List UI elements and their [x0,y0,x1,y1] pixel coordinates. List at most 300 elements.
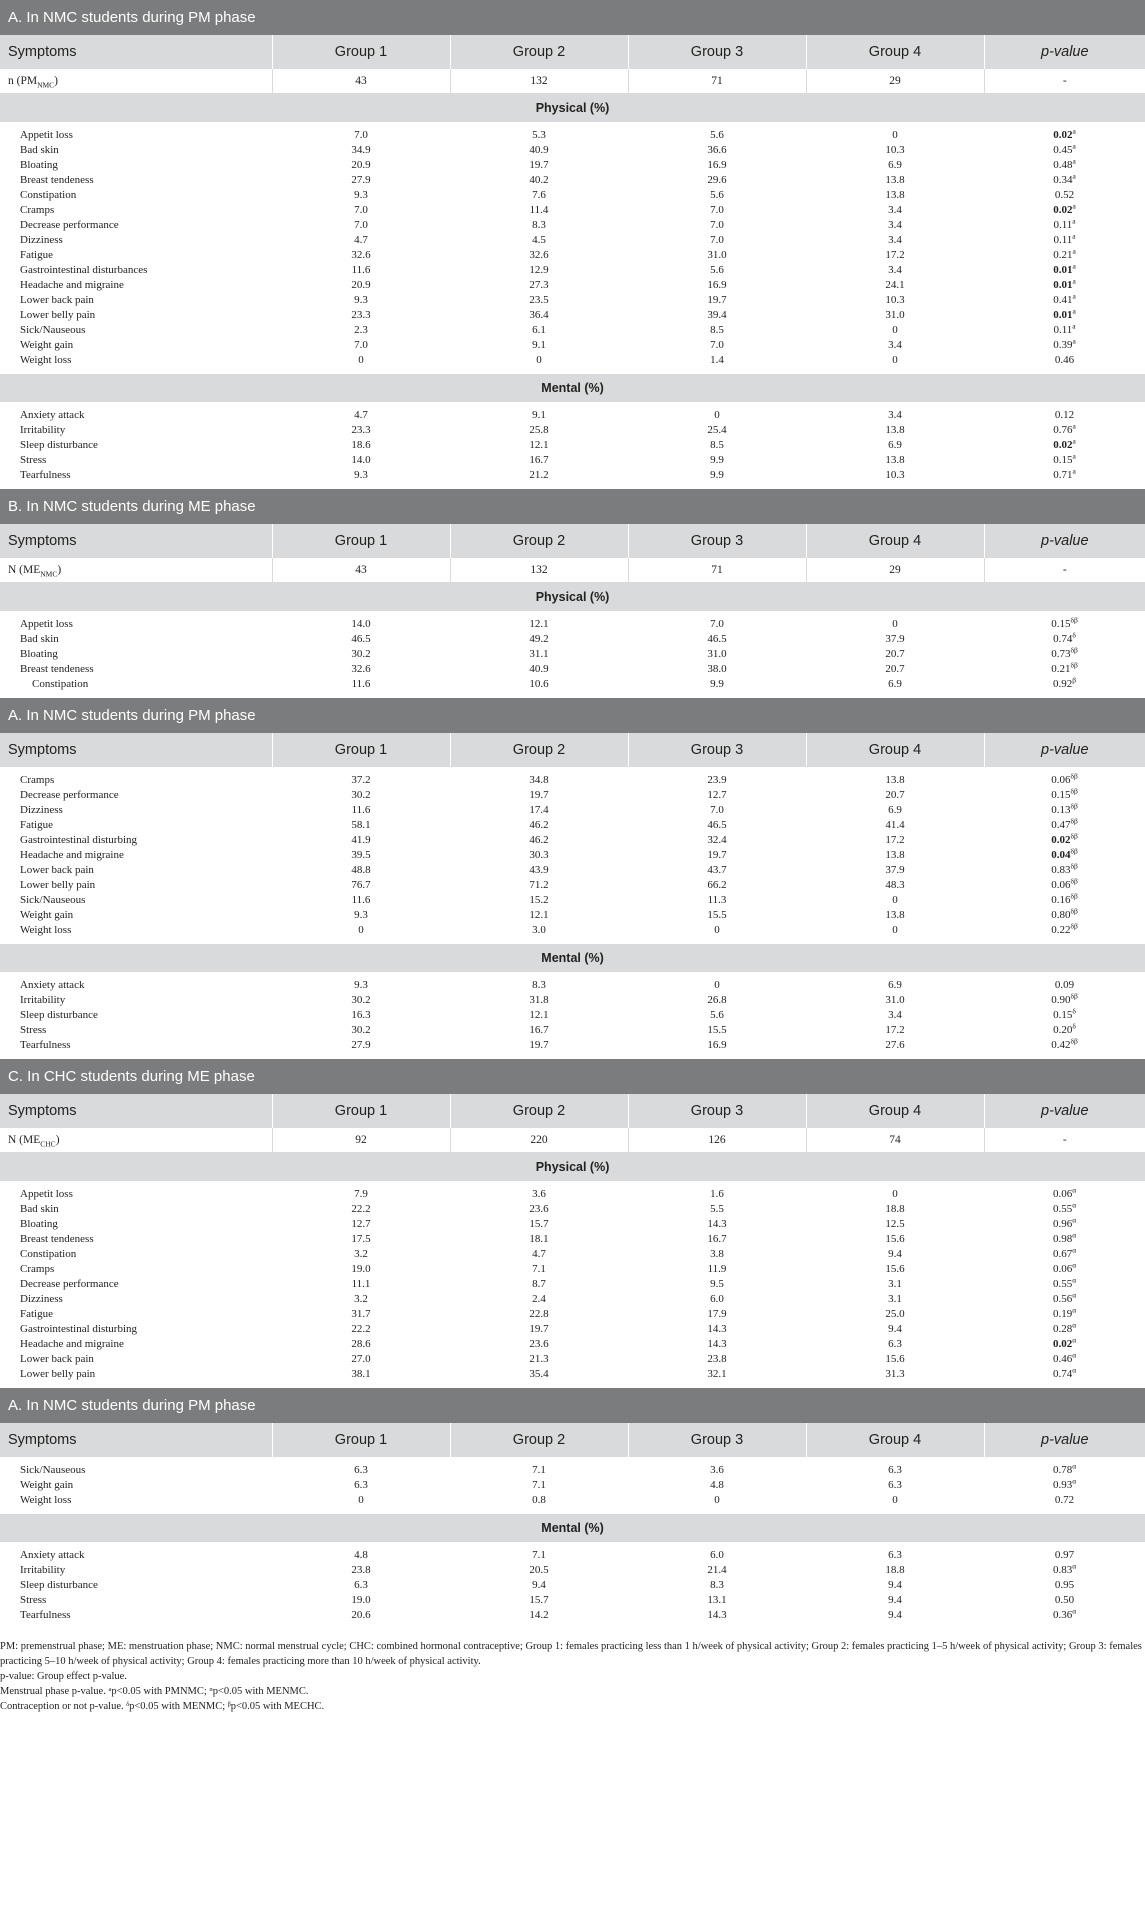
table-row [0,1493,1145,1508]
footnote: PM: premenstrual phase; ME: menstruation phase; NMC: normal menstrual cycle; CHC: combined hormonal contraceptive; Group 1: females practicing less than 1 h/week of physical activity; Group 2: females practicing 1–5 h/week of physical activity; Group 3: females practicing 5–10 h/week of physical activity; Group 4: females practicing more than 10 h/week of physical activity. [0,1641,1142,1667]
table-row [0,632,1145,647]
n-label: N (ME [8,1134,41,1146]
group-value: 9.4 [888,1323,902,1335]
group-value: 9.3 [354,909,368,921]
sample-size-value: 92 [272,1128,450,1153]
group-value: 3.0 [532,924,546,936]
p-value-mark: δβ [1070,645,1078,655]
table-row [0,1202,1145,1217]
p-value: 0.67 [1052,1248,1073,1260]
table-row [0,662,1145,677]
table-row [0,323,1145,338]
table-row [0,1352,1145,1367]
group-value: 8.7 [532,1278,546,1290]
group-value: 19.0 [351,1594,371,1606]
group-value: 23.3 [351,309,371,321]
sample-size-value: 43 [272,69,450,94]
group-value: 36.4 [529,309,549,321]
footnote: Menstrual phase p-value. ᵃp<0.05 with PMNMC; ᵅp<0.05 with MENMC. [0,1686,309,1697]
group-value: 1.6 [710,1188,724,1200]
p-value-cell [984,1292,1145,1307]
symptom-label: Stress [20,454,47,466]
p-value: 0.50 [1054,1594,1075,1606]
p-value: 0.45 [1053,144,1073,156]
symptom-label: Stress [20,1594,47,1606]
p-value-mark: a [1072,306,1076,316]
group-value: 4.7 [354,234,368,246]
symptom-label: Cramps [20,774,55,786]
group-value: 6.3 [888,1549,902,1561]
group-value: 40.2 [529,174,549,186]
group-value: 17.9 [707,1308,727,1320]
table-row [0,1307,1145,1322]
p-value-cell [984,1322,1145,1337]
group-value: 15.2 [529,894,549,906]
group-value: 0 [892,129,898,141]
p-value: 0.93 [1052,1479,1073,1491]
table-row [0,1548,1145,1563]
group-value: 15.5 [707,909,727,921]
group-value: 8.3 [532,979,546,991]
group-value: 7.0 [354,129,368,141]
p-value-mark: δ [1072,1006,1076,1016]
group-value: 13.8 [885,454,905,466]
symptom-label: Irritability [20,424,66,436]
group-value: 0 [892,1188,898,1200]
section-title-row [0,0,1145,35]
group-value: 9.3 [354,294,368,306]
group-value: 9.4 [888,1594,902,1606]
footnote: p-value: Group effect p-value. [0,1671,127,1682]
table-row [0,863,1145,878]
group-value: 17.5 [351,1233,371,1245]
group-value: 0 [892,924,898,936]
p-value: 0.56 [1052,1293,1073,1305]
group-value: 0 [714,1494,720,1506]
group-value: 23.6 [529,1338,549,1350]
category-row [0,374,1145,402]
p-value: 0.06 [1052,1263,1073,1275]
table-row [0,263,1145,278]
symptoms-header: Symptoms [0,733,272,767]
p-value: 0.11 [1053,219,1073,231]
p-value-cell [984,353,1145,368]
group-value: 17.2 [885,1024,905,1036]
group-value: 46.5 [351,633,371,645]
group-value: 20.5 [529,1564,549,1576]
sample-size-value: 132 [450,558,628,583]
symptom-label: Weight loss [20,354,72,366]
group-value: 5.6 [710,189,724,201]
p-value-mark: α [1072,1305,1077,1315]
group-value: 31.0 [707,648,727,660]
p-value-cell [984,1352,1145,1367]
group-value: 20.9 [351,159,371,171]
group-value: 12.9 [529,264,549,276]
table-row [0,278,1145,293]
symptom-label: Bad skin [20,144,59,156]
header-row [0,1094,1145,1128]
group-value: 16.7 [707,1233,727,1245]
p-value-cell [984,438,1145,453]
symptom-label: Gastrointestinal disturbances [20,264,148,276]
p-value: 0.02 [1053,439,1073,451]
symptom-label: Bloating [20,648,58,660]
symptoms-header: Symptoms [0,1094,272,1128]
group-value: 30.2 [351,994,371,1006]
p-value-mark: α [1072,1320,1077,1330]
group-value: 8.3 [710,1579,724,1591]
table-row [0,1262,1145,1277]
p-value: 0.90 [1051,994,1071,1006]
p-value-mark: δβ [1070,801,1078,811]
p-value: 0.42 [1051,1039,1071,1051]
p-value: 0.02 [1053,204,1073,216]
p-value-cell [984,1247,1145,1262]
group-value: 19.7 [707,294,727,306]
symptom-label: Weight gain [20,1479,74,1491]
p-value: 0.47 [1051,819,1071,831]
symptom-label: Lower belly pain [20,879,96,891]
group-value: 12.1 [529,1009,549,1021]
group-value: 7.0 [354,219,368,231]
group-value: 3.4 [888,219,902,231]
group-value: 39.5 [351,849,371,861]
group-value: 25.0 [885,1308,905,1320]
p-value-cell [984,893,1145,908]
group-value: 18.1 [529,1233,549,1245]
p-value-cell [984,993,1145,1008]
symptom-label: Gastrointestinal disturbing [20,1323,138,1335]
group-value: 9.9 [710,469,724,481]
table-row [0,908,1145,923]
symptom-label: Decrease performance [20,1278,119,1290]
group-value: 0 [358,1494,364,1506]
group-value: 32.4 [707,834,727,846]
group-header: Group 3 [628,733,806,767]
group-value: 0 [892,1494,898,1506]
p-value-cell [984,203,1145,218]
group-value: 6.9 [888,159,902,171]
symptom-label: Constipation [20,1248,77,1260]
group-value: 13.8 [885,909,905,921]
p-value-cell [984,1232,1145,1247]
table-row [0,308,1145,323]
p-value: 0.52 [1054,189,1075,201]
group-value: 23.6 [529,1203,549,1215]
p-value: 0.48 [1053,159,1073,171]
p-value-cell [984,158,1145,173]
group-value: 4.8 [710,1479,724,1491]
p-value-mark: a [1072,246,1076,256]
table-row [0,1593,1145,1608]
symptom-label: Irritability [20,1564,66,1576]
section-title-row [0,1388,1145,1423]
p-value-cell [984,1008,1145,1023]
p-value-cell [984,423,1145,438]
symptom-label: Lower belly pain [20,1368,96,1380]
sample-size-label [0,1128,272,1153]
group-value: 11.9 [707,1263,727,1275]
group-value: 15.6 [885,1233,905,1245]
group-value: 15.7 [529,1594,549,1606]
symptom-label: Tearfulness [20,469,71,481]
group-value: 18.6 [351,439,371,451]
group-header: Group 2 [450,1094,628,1128]
group-value: 7.1 [532,1263,546,1275]
group-value: 11.3 [707,894,727,906]
group-value: 27.6 [885,1039,905,1051]
p-value: 0.15 [1051,618,1071,630]
p-value: 0.39 [1053,339,1073,351]
group-value: 41.9 [351,834,371,846]
table-row [0,438,1145,453]
p-value-mark: α [1072,1245,1077,1255]
symptom-label: Sleep disturbance [20,439,98,451]
p-value: 0.09 [1054,979,1075,991]
table-row [0,1292,1145,1307]
p-value: 0.80 [1051,909,1071,921]
group-value: 0 [714,409,720,421]
group-value: 19.7 [529,159,549,171]
p-value-cell [984,248,1145,263]
table-row [0,1277,1145,1292]
group-value: 11.1 [351,1278,371,1290]
p-value-cell [984,803,1145,818]
group-value: 31.0 [707,249,727,261]
table-row [0,647,1145,662]
group-value: 10.3 [885,469,905,481]
group-value: 4.7 [532,1248,546,1260]
group-value: 3.2 [354,1293,368,1305]
symptom-label: Sick/Nauseous [20,324,86,336]
p-value: 0.15 [1053,454,1073,466]
category-row [0,944,1145,972]
symptom-label: Appetit loss [20,618,73,630]
group-value: 0.8 [532,1494,546,1506]
p-value-header: p-value [984,733,1145,767]
p-value-cell [984,632,1145,647]
table-row [0,233,1145,248]
p-value: 0.55 [1052,1203,1073,1215]
p-value-cell [984,233,1145,248]
p-value-mark: δβ [1070,861,1078,871]
category-row [0,94,1145,123]
symptom-label: Sleep disturbance [20,1579,98,1591]
group-value: 2.4 [532,1293,546,1305]
p-value: 0.01 [1053,309,1073,321]
p-value: 0.41 [1053,294,1073,306]
table-row [0,1247,1145,1262]
table-row [0,1563,1145,1578]
group-header: Group 2 [450,35,628,69]
group-value: 19.7 [529,789,549,801]
category-row [0,583,1145,612]
symptom-label: Anxiety attack [20,1549,85,1561]
p-value: 0.96 [1052,1218,1073,1230]
table-block [0,698,1145,1059]
p-value-mark: δ [1072,630,1076,640]
group-value: 38.1 [351,1368,371,1380]
p-value: 0.28 [1052,1323,1073,1335]
group-value: 25.8 [529,424,549,436]
table-row [0,1023,1145,1038]
p-value-header: p-value [984,524,1145,558]
group-header: Group 1 [272,1094,450,1128]
p-value: 0.36 [1052,1609,1073,1621]
symptom-label: Tearfulness [20,1609,71,1621]
group-header: Group 1 [272,1423,450,1457]
group-value: 31.0 [885,309,905,321]
table-row [0,1322,1145,1337]
symptom-label: Lower back pain [20,1353,94,1365]
p-value-mark: a [1072,141,1076,151]
group-value: 6.3 [888,1479,902,1491]
group-value: 7.9 [354,1188,368,1200]
group-value: 23.9 [707,774,727,786]
group-value: 0 [892,324,898,336]
group-value: 6.3 [354,1579,368,1591]
group-value: 6.3 [354,1479,368,1491]
p-value-cell [984,908,1145,923]
group-value: 43.7 [707,864,727,876]
p-value: 0.15 [1053,1009,1073,1021]
table-row [0,893,1145,908]
group-value: 0 [892,894,898,906]
category-label: Physical (%) [0,583,1145,612]
group-header: Group 3 [628,1423,806,1457]
group-value: 37.9 [885,864,905,876]
p-value: 0.76 [1053,424,1073,436]
section-title: A. In NMC students during PM phase [0,698,1145,733]
p-value-mark: α [1072,1461,1077,1471]
group-value: 38.0 [707,663,727,675]
table-row [0,617,1145,632]
table-row [0,453,1145,468]
p-value: 0.97 [1054,1549,1075,1561]
symptom-label: Anxiety attack [20,409,85,421]
group-value: 16.7 [529,1024,549,1036]
group-value: 23.8 [707,1353,727,1365]
group-value: 17.4 [529,804,549,816]
group-value: 27.9 [351,174,371,186]
p-value-mark: δβ [1070,786,1078,796]
symptom-label: Anxiety attack [20,979,85,991]
p-value-mark: α [1072,1335,1077,1345]
p-value-header: p-value [984,35,1145,69]
group-value: 20.7 [885,663,905,675]
group-value: 41.4 [885,819,905,831]
group-value: 31.3 [885,1368,905,1380]
p-value-mark: α [1072,1561,1077,1571]
p-value-mark: a [1072,216,1076,226]
sample-size-value: 43 [272,558,450,583]
sample-size-value: - [984,69,1145,94]
group-header: Group 4 [806,733,984,767]
category-label: Physical (%) [0,1153,1145,1182]
group-value: 6.3 [888,1338,902,1350]
group-value: 48.3 [885,879,905,891]
table-row [0,1608,1145,1623]
section-title: A. In NMC students during PM phase [0,0,1145,35]
group-value: 48.8 [351,864,371,876]
group-value: 3.1 [888,1278,902,1290]
sample-size-value: 132 [450,69,628,94]
p-value: 0.01 [1053,279,1073,291]
p-value: 0.06 [1052,1188,1073,1200]
p-value-mark: δβ [1070,906,1078,916]
n-close: ) [54,75,59,87]
group-value: 3.1 [888,1293,902,1305]
p-value-mark: α [1072,1476,1077,1486]
p-value-mark: a [1072,156,1076,166]
group-value: 7.0 [710,804,724,816]
group-value: 21.4 [707,1564,727,1576]
sample-size-value: - [984,1128,1145,1153]
p-value-cell [984,1202,1145,1217]
p-value: 0.92 [1052,678,1073,690]
group-value: 12.7 [351,1218,371,1230]
p-value-cell [984,788,1145,803]
table-row [0,788,1145,803]
group-value: 23.8 [351,1564,371,1576]
p-value-mark: β [1072,675,1077,685]
category-label: Mental (%) [0,1514,1145,1542]
group-value: 2.3 [354,324,368,336]
p-value-mark: δβ [1070,1036,1078,1046]
p-value: 0.06 [1051,879,1071,891]
p-value-cell [984,468,1145,483]
group-value: 14.2 [529,1609,549,1621]
group-value: 11.6 [351,894,371,906]
group-value: 7.0 [710,204,724,216]
group-header: Group 2 [450,524,628,558]
group-value: 12.1 [529,909,549,921]
group-value: 3.4 [888,1009,902,1021]
symptom-label: Appetit loss [20,1188,73,1200]
symptom-label: Headache and migraine [20,279,124,291]
group-value: 32.6 [351,249,371,261]
n-close: ) [55,1134,60,1146]
group-value: 0 [714,924,720,936]
p-value-mark: δβ [1070,771,1078,781]
group-value: 40.9 [529,144,549,156]
group-header: Group 2 [450,1423,628,1457]
group-value: 22.8 [529,1308,549,1320]
group-value: 6.9 [888,439,902,451]
table-row [0,923,1145,938]
group-value: 16.7 [529,454,549,466]
p-value: 0.73 [1051,648,1071,660]
group-value: 8.5 [710,439,724,451]
table-row [0,468,1145,483]
group-value: 9.9 [710,678,724,690]
symptoms-header: Symptoms [0,35,272,69]
table-row [0,1217,1145,1232]
p-value-cell [984,1277,1145,1292]
table-row [0,143,1145,158]
group-value: 76.7 [351,879,371,891]
p-value-mark: α [1072,1606,1077,1616]
p-value-cell [984,218,1145,233]
symptom-label: Constipation [20,189,77,201]
sample-size-value: 71 [628,558,806,583]
group-value: 14.3 [707,1338,727,1350]
category-label: Mental (%) [0,944,1145,972]
table-row [0,1463,1145,1478]
p-value-cell [984,188,1145,203]
p-value: 0.02 [1053,129,1073,141]
